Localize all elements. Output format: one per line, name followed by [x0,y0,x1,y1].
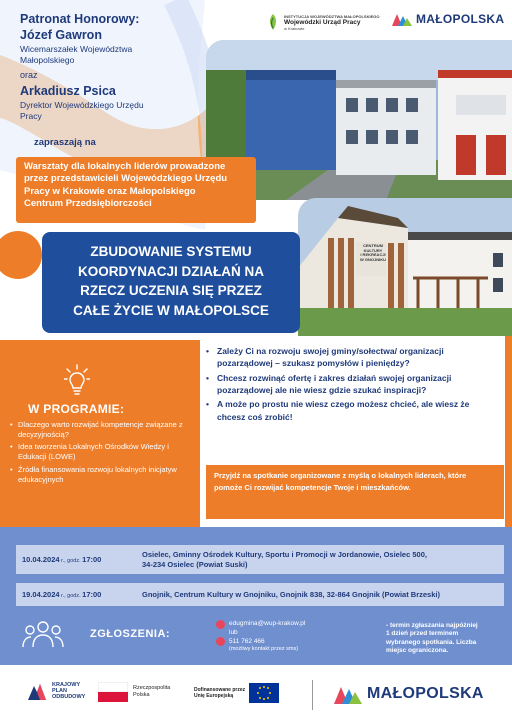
lightbulb-icon [64,364,90,396]
event-row [16,545,504,574]
wup-line1: INSTYTUCJA WOJEWÓDZTWA MAŁOPOLSKIEGO [284,13,380,19]
headline-line2: KOORDYNACJI DZIAŁAŃ NA [77,263,264,279]
deadline-line3: wybranego spotkania. Liczba [386,638,477,646]
rp-line2: Polska [133,692,150,698]
person1-role-line2: Małopolskiego [20,55,75,65]
wup-line3: w Krakowie [284,25,305,31]
workshop-box [16,157,256,223]
malopolska-footer-text: MAŁOPOLSKA [367,685,484,702]
malopolska-top-text: MAŁOPOLSKA [416,12,505,26]
program-title: W PROGRAMIE: [28,402,125,416]
sign-line4: W GNOJNIKU [360,256,386,262]
malopolska-mountains-icon [334,684,362,704]
email-icon [216,620,225,629]
event-place [142,550,427,570]
event-place-line1: Osielec, Gminny Ośrodek Kultury, Sportu i Promocji w Jordanowie, Osielec 500, [142,549,427,559]
eu-flag-icon [249,683,279,703]
person2-role-line2: Pracy [20,111,42,121]
question-item: • Chcesz rozwinąć ofertę i zakres działań swojej organizacji pozarządowej ale nie wiesz gdzie szukać inspiracji? [206,372,496,397]
workshop-line1: Warsztaty dla lokalnych liderów prowadzone [24,161,226,172]
deadline-line1: - termin zgłaszania najpóźniej [386,622,478,629]
malopolska-logo-footer [334,684,484,704]
meeting-text: Przyjdź na spotkanie organizowane z myślą o lokalnych liderach, które pomoże Ci rozwijać kompetencje Twoje i mieszkańców. [214,471,467,492]
event-date-suffix: r., godz. [59,593,83,599]
kpo-line3: ODBUDOWY [52,694,86,701]
meeting-box [206,465,504,519]
person2-name: Arkadiusz Psica [20,84,116,98]
question-item: • Zależy Ci na rozwoju swojej gminy/sołectwa/ organizacji pozarządowej – szukasz pomysłów i pieniędzy? [206,345,496,370]
patronat-heading: Patronat Honorowy: [20,12,140,26]
event-date [22,555,142,564]
contact-block [216,620,376,654]
headline-line3: RZECZ UCZENIA SIĘ PRZEZ [80,283,262,299]
registration-label: ZGŁOSZENIA: [90,628,171,640]
eu-logo [194,683,279,703]
questions-list [206,345,496,425]
sign-line2: KULTURY [363,247,383,253]
sign-line1: CENTRUM [363,243,383,248]
polish-flag-icon [98,682,128,702]
event-row [16,583,504,606]
workshop-line3: Pracy w Krakowie oraz Małopolskiego [24,185,196,197]
workshop-line4: Centrum Przedsiębiorczości [24,198,152,210]
malopolska-mountains-icon [392,12,412,26]
deadline-line2: 1 dzień przed terminem [386,630,459,638]
kpo-line1: KRAJOWY [52,681,81,688]
event-date-value: 19.04.2024 [22,590,60,599]
event-date-suffix: r., godz. [59,558,83,564]
program-item: • Idea tworzenia Lokalnych Ośrodków Wiedzy i Edukacji (LOWE) [10,442,190,462]
contact-email[interactable]: edugmina@wup-krakow.pl [229,620,306,628]
event-place-line2: 34-234 Osielec (Powiat Suski) [142,559,248,569]
event-date-value: 10.04.2024 [22,555,60,564]
sign-line3: I REKREACJI [360,252,386,258]
program-list [10,420,190,487]
rzeczpospolita-logo [98,682,170,702]
person1-role-line1: Wicemarszałek Województwa [20,44,133,54]
contact-or: lub [229,629,238,636]
deadline-line4: miejsc ograniczona. [386,647,449,655]
headline-line4: CAŁE ŻYCIE W MAŁOPOLSCE [73,302,269,318]
workshop-line2: przez przedstawicieli Wojewódzkiego Urzędu [24,173,228,185]
contact-phone-note: (możliwy kontakt przez sms) [229,646,299,653]
event-time: 17:00 [82,590,102,599]
rp-line1: Rzeczpospolita [133,685,171,692]
ue-line1: Dofinansowane przez [194,686,246,693]
event-time: 17:00 [82,555,102,564]
wup-emblem-icon [266,12,280,32]
oraz-text: oraz [20,70,38,80]
email-row [216,620,376,629]
wup-logo [266,12,379,32]
headline-box [42,232,300,333]
malopolska-logo-top [392,12,504,26]
culture-center-photo [298,198,512,336]
event-place [142,590,440,600]
phone-row [216,637,376,646]
event-place-line1: Gnojnik, Centrum Kultury w Gnojniku, Gnojnik 838, 32-864 Gnojnik (Powiat Brzeski) [142,589,440,599]
person1-name: Józef Gawron [20,28,102,42]
phone-icon [216,637,225,646]
person2-role-line1: Dyrektor Wojewódzkiego Urzędu [20,100,144,110]
event-date [22,590,142,599]
deadline-note [386,622,504,656]
program-item: • Dlaczego warto rozwijać kompetencje związane z decyzyjnością? [10,420,190,440]
kpo-line2: PLAN [52,687,67,694]
kpo-icon [26,680,48,702]
contact-phone[interactable]: 511 762 466 [229,637,265,645]
kpo-logo [26,680,85,702]
headline-line1: ZBUDOWANIE SYSTEMU [90,244,252,259]
invite-text: zapraszają na [34,137,96,148]
wup-line2: Wojewódzki Urząd Pracy [284,18,361,26]
ue-line2: Unię Europejską [194,693,234,699]
program-item: • Źródła finansowania rozwoju lokalnych inicjatyw edukacyjnych [10,465,190,485]
question-item: • A może po prostu nie wiesz czego możesz chcieć, ale wiesz że chcesz coś zrobić! [206,398,496,423]
people-group-icon [22,619,64,649]
footer-divider [312,680,313,710]
